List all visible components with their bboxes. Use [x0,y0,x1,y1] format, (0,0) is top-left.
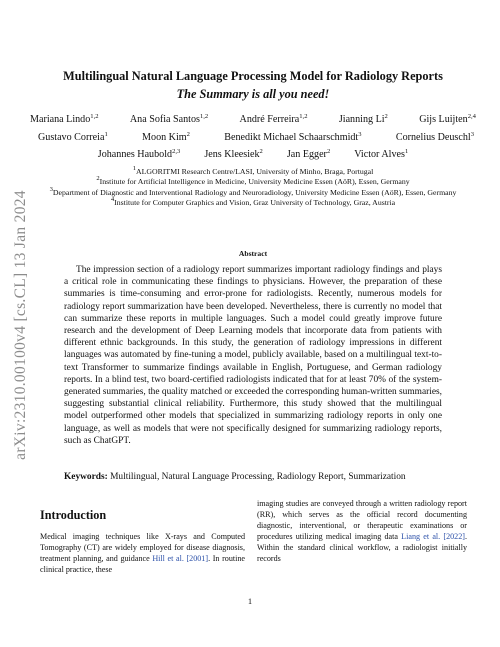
author: Gijs Luijten$^{2,4}$ [419,113,476,125]
author-row [30,146,476,164]
author: Benedikt Michael Schaarschmidt$^3$ [224,130,362,143]
author-row [30,129,476,147]
citation-link[interactable]: Hill et al. [2001] [152,554,209,564]
author: Gustavo Correia$^1$ [38,130,108,143]
intro-paragraph-left-column: Medical imaging techniques like X-rays and Computed Tomography (CT) are widely employed for disease diagnosis, treatment planning, and guidance Hill et al. [2001]. In routine clinical practice, these [40,532,245,575]
abstract-heading: Abstract [238,249,268,258]
affiliation: $^4$Institute for Computer Graphics and Vision, Graz University of Technology, Graz, Austria [110,195,396,207]
intro-paragraph-right-column: imaging studies are conveyed through a written radiology report (RR), which serves as the official record documenting diagnostic, interventional, or therapeutic examinations or procedures utilizing medical imaging data Liang et al. [2022]. Within the standard clinical workflow, a radiologist initially records [257,499,467,564]
author: Cornelius Deuschl$^3$ [395,130,474,143]
keywords-label: Keywords: [64,472,108,482]
paper-title: Multilingual Natural Language Processing Model for Radiology Reports [63,69,443,83]
affiliation: $^2$Institute for Artificial Intelligence in Medicine, University Medicine Essen (AöR), Essen, Germany [96,175,410,187]
citation-link[interactable]: Liang et al. [2022] [401,532,465,542]
author: Jianning Li$^2$ [338,113,388,125]
author: Jens Kleesiek$^2$ [204,148,263,160]
author-list [30,111,476,164]
arxiv-id: arXiv:2310.00100v4 [cs.CL] 13 Jan 2024 [12,190,30,460]
author: Victor Alves$^1$ [354,148,409,160]
author: André Ferreira$^{1,2}$ [239,113,308,125]
keywords-list: Multilingual, Natural Language Processing, Radiology Report, Summarization [110,472,406,482]
abstract-text: The impression section of a radiology report summarizes important radiology findings and plays a critical role in communicating these findings to physicians. However, the preparation of these summaries is time-consuming and error-prone for radiologists. Recently, numerous models for radiology report summarization have been developed. Nevertheless, there is currently no model that can summarize these reports in multiple languages. Such a model could greatly improve future research and the development of Deep Learning models that incorporate data from patients with different ethnic backgrounds. In this study, the generation of radiology impressions in different languages was automated by fine-tuning a model, publicly available, based on a multilingual text-to-text Transformer to summarize findings available in English, Portuguese, and German radiology reports. In a blind test, two board-certified radiologists indicated that for at least 70% of the system-generated summaries, the quality matched or exceeded the corresponding human-written summaries, suggesting substantial clinical reliability. Furthermore, this study showed that the multilingual model outperformed other models that specialized in summarizing radiology reports in only one language, as well as models that were not specifically designed for summarizing radiology reports, such as ChatGPT. [64,265,442,446]
author: Mariana Lindo$^{1,2}$ [30,113,99,125]
keywords [64,471,442,483]
arxiv-identifier-stamp [4,160,38,490]
affiliation: $^1$ALGORITMI Research Centre/LASI, University of Minho, Braga, Portugal [132,165,374,176]
affiliation: $^3$Department of Diagnostic and Interventional Radiology and Neuroradiology, University Medicine Essen (AöR), Essen, Germany [49,185,457,197]
author-row [30,111,476,129]
section-heading-introduction: Introduction [40,508,107,522]
author: Moon Kim$^2$ [142,130,190,143]
author: Ana Sofia Santos$^{1,2}$ [129,113,209,125]
paper-subtitle: The Summary is all you need! [176,87,330,101]
author: Johannes Haubold$^{2,3}$ [97,148,181,160]
affiliations [34,167,472,208]
author: Jan Egger$^2$ [286,148,331,160]
page-number: 1 [247,596,253,606]
